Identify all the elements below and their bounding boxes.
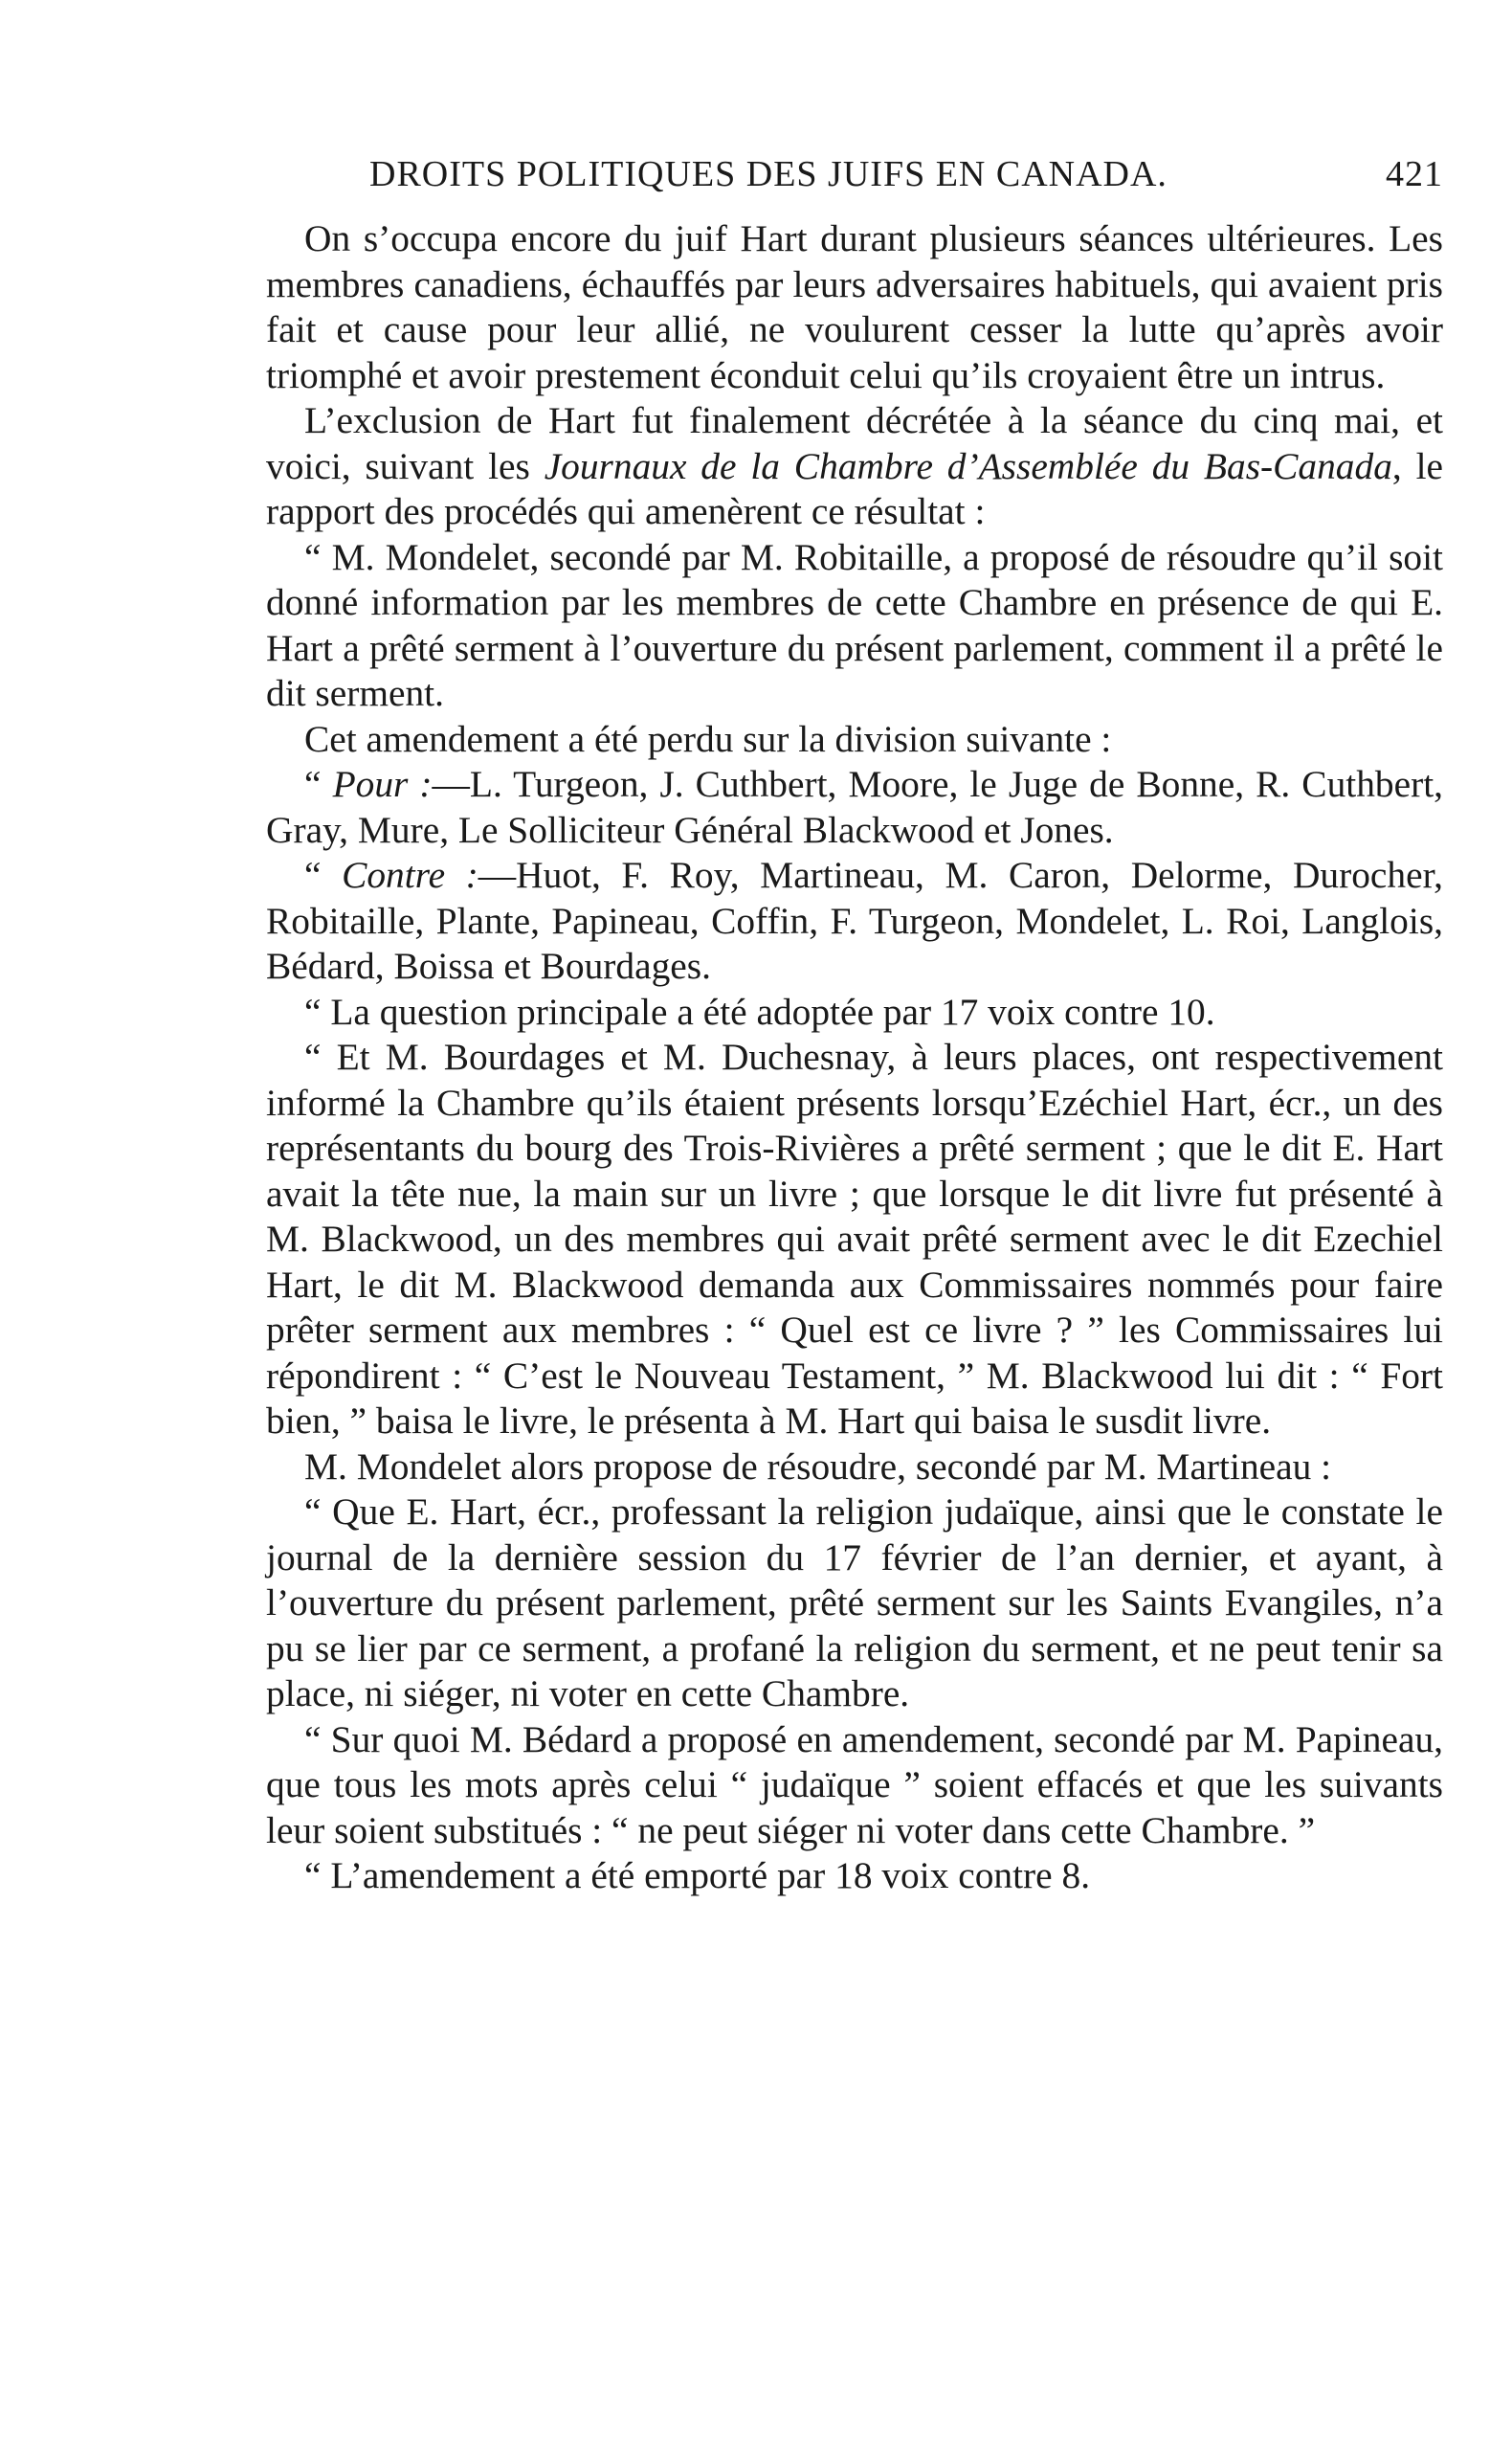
paragraph-text: Cet amendement a été perdu sur la division suivante :: [304, 717, 1112, 760]
book-page: [266, 153, 1443, 1899]
paragraph-text: L’exclusion de Hart fut finalement décrétée à la séance du cinq mai, et voici, suivant les: [266, 399, 1443, 487]
paragraph: [266, 762, 1443, 853]
paragraph: [266, 1717, 1443, 1854]
running-head: [369, 153, 1443, 195]
quote-mark: “: [304, 854, 343, 896]
paragraph-text: On s’occupa encore du juif Hart durant plusieurs séances ultérieures. Les membres canadiens, échauffés par leurs adversaires habituels, qui avaient pris fait et cause pour leur allié, ne voulurent cesser la lutte qu’après avoir triomphé et avoir prestement éconduit celui qu’ils croyaient être un intrus.: [266, 217, 1443, 396]
running-title: DROITS POLITIQUES DES JUIFS EN CANADA.: [369, 154, 1167, 194]
paragraph: [266, 398, 1443, 535]
paragraph-text: “ Et M. Bourdages et M. Duchesnay, à leurs places, ont respectivement informé la Chambre qu’ils étaient présents lorsqu’Ezéchiel Hart, écr., un des représentants du bourg des Trois-Rivières a prêté serment ; que le dit E. Hart avait la tête nue, la main sur un livre ; que lorsque le dit livre fut présenté à M. Blackwood, un des membres qui avait prêté serment avec le dit Ezechiel Hart, le dit M. Blackwood demanda aux Commissaires nommés pour faire prêter serment aux membres : “ Quel est ce livre ? ” les Commissaires lui répondirent : “ C’est le Nouveau Testament, ” M. Blackwood lui dit : “ Fort bien, ” baisa le livre, le présenta à M. Hart qui baisa le susdit livre.: [266, 1036, 1443, 1442]
vote-label-contre: Contre :: [342, 854, 478, 896]
quote-mark: “: [304, 763, 333, 805]
paragraph: [266, 1035, 1443, 1444]
paragraph-text: “ Sur quoi M. Bédard a proposé en amendement, secondé par M. Papineau, que tous les mots après celui “ judaïque ” soient effacés et que les suivants leur soient substitués : “ ne peut siéger ni voter dans cette Chambre. ”: [266, 1717, 1443, 1851]
paragraph-text: “ Que E. Hart, écr., professant la religion judaïque, ainsi que le constate le journal de la dernière session du 17 février de l’an dernier, et ayant, à l’ouverture du présent parlement, prêté serment sur les Saints Evangiles, n’a pu se lier par ce serment, a profané la religion du serment, et ne peut tenir sa place, ni siéger, ni voter en cette Chambre.: [266, 1490, 1443, 1714]
paragraph-text: —Huot, F. Roy, Martineau, M. Caron, Delorme, Durocher, Robitaille, Plante, Papineau, Coffin, F. Turgeon, Mondelet, L. Roi, Langlois, Bédard, Boissa et Bourdages.: [266, 854, 1443, 987]
paragraph: [266, 853, 1443, 990]
paragraph: [266, 535, 1443, 717]
paragraph-text: “ L’amendement a été emporté par 18 voix contre 8.: [304, 1854, 1091, 1896]
paragraph-text: —L. Turgeon, J. Cuthbert, Moore, le Juge de Bonne, R. Cuthbert, Gray, Mure, Le Solliciteur Général Blackwood et Jones.: [266, 763, 1444, 851]
paragraph: [266, 717, 1443, 763]
paragraph: [266, 1489, 1443, 1717]
paragraph: [266, 216, 1443, 398]
page-number: 421: [1386, 154, 1443, 194]
vote-label-pour: Pour :: [332, 763, 433, 805]
paragraph-text: “ M. Mondelet, secondé par M. Robitaille, a proposé de résoudre qu’il soit donné information par les membres de cette Chambre en présence de qui E. Hart a prêté serment à l’ouverture du présent parlement, comment il a prêté le dit serment.: [266, 535, 1443, 714]
journal-title: Journaux de la Chambre d’Assemblée du Bas-Canada: [544, 444, 1392, 487]
paragraph: [266, 1853, 1443, 1899]
paragraph-text: M. Mondelet alors propose de résoudre, secondé par M. Martineau :: [304, 1444, 1332, 1488]
paragraph-text: , le rapport des procédés qui amenèrent ce résultat :: [266, 444, 1444, 532]
body-text: [266, 216, 1443, 1899]
paragraph-text: “ La question principale a été adoptée par 17 voix contre 10.: [304, 990, 1215, 1033]
paragraph: [266, 1444, 1443, 1490]
paragraph: [266, 990, 1443, 1036]
